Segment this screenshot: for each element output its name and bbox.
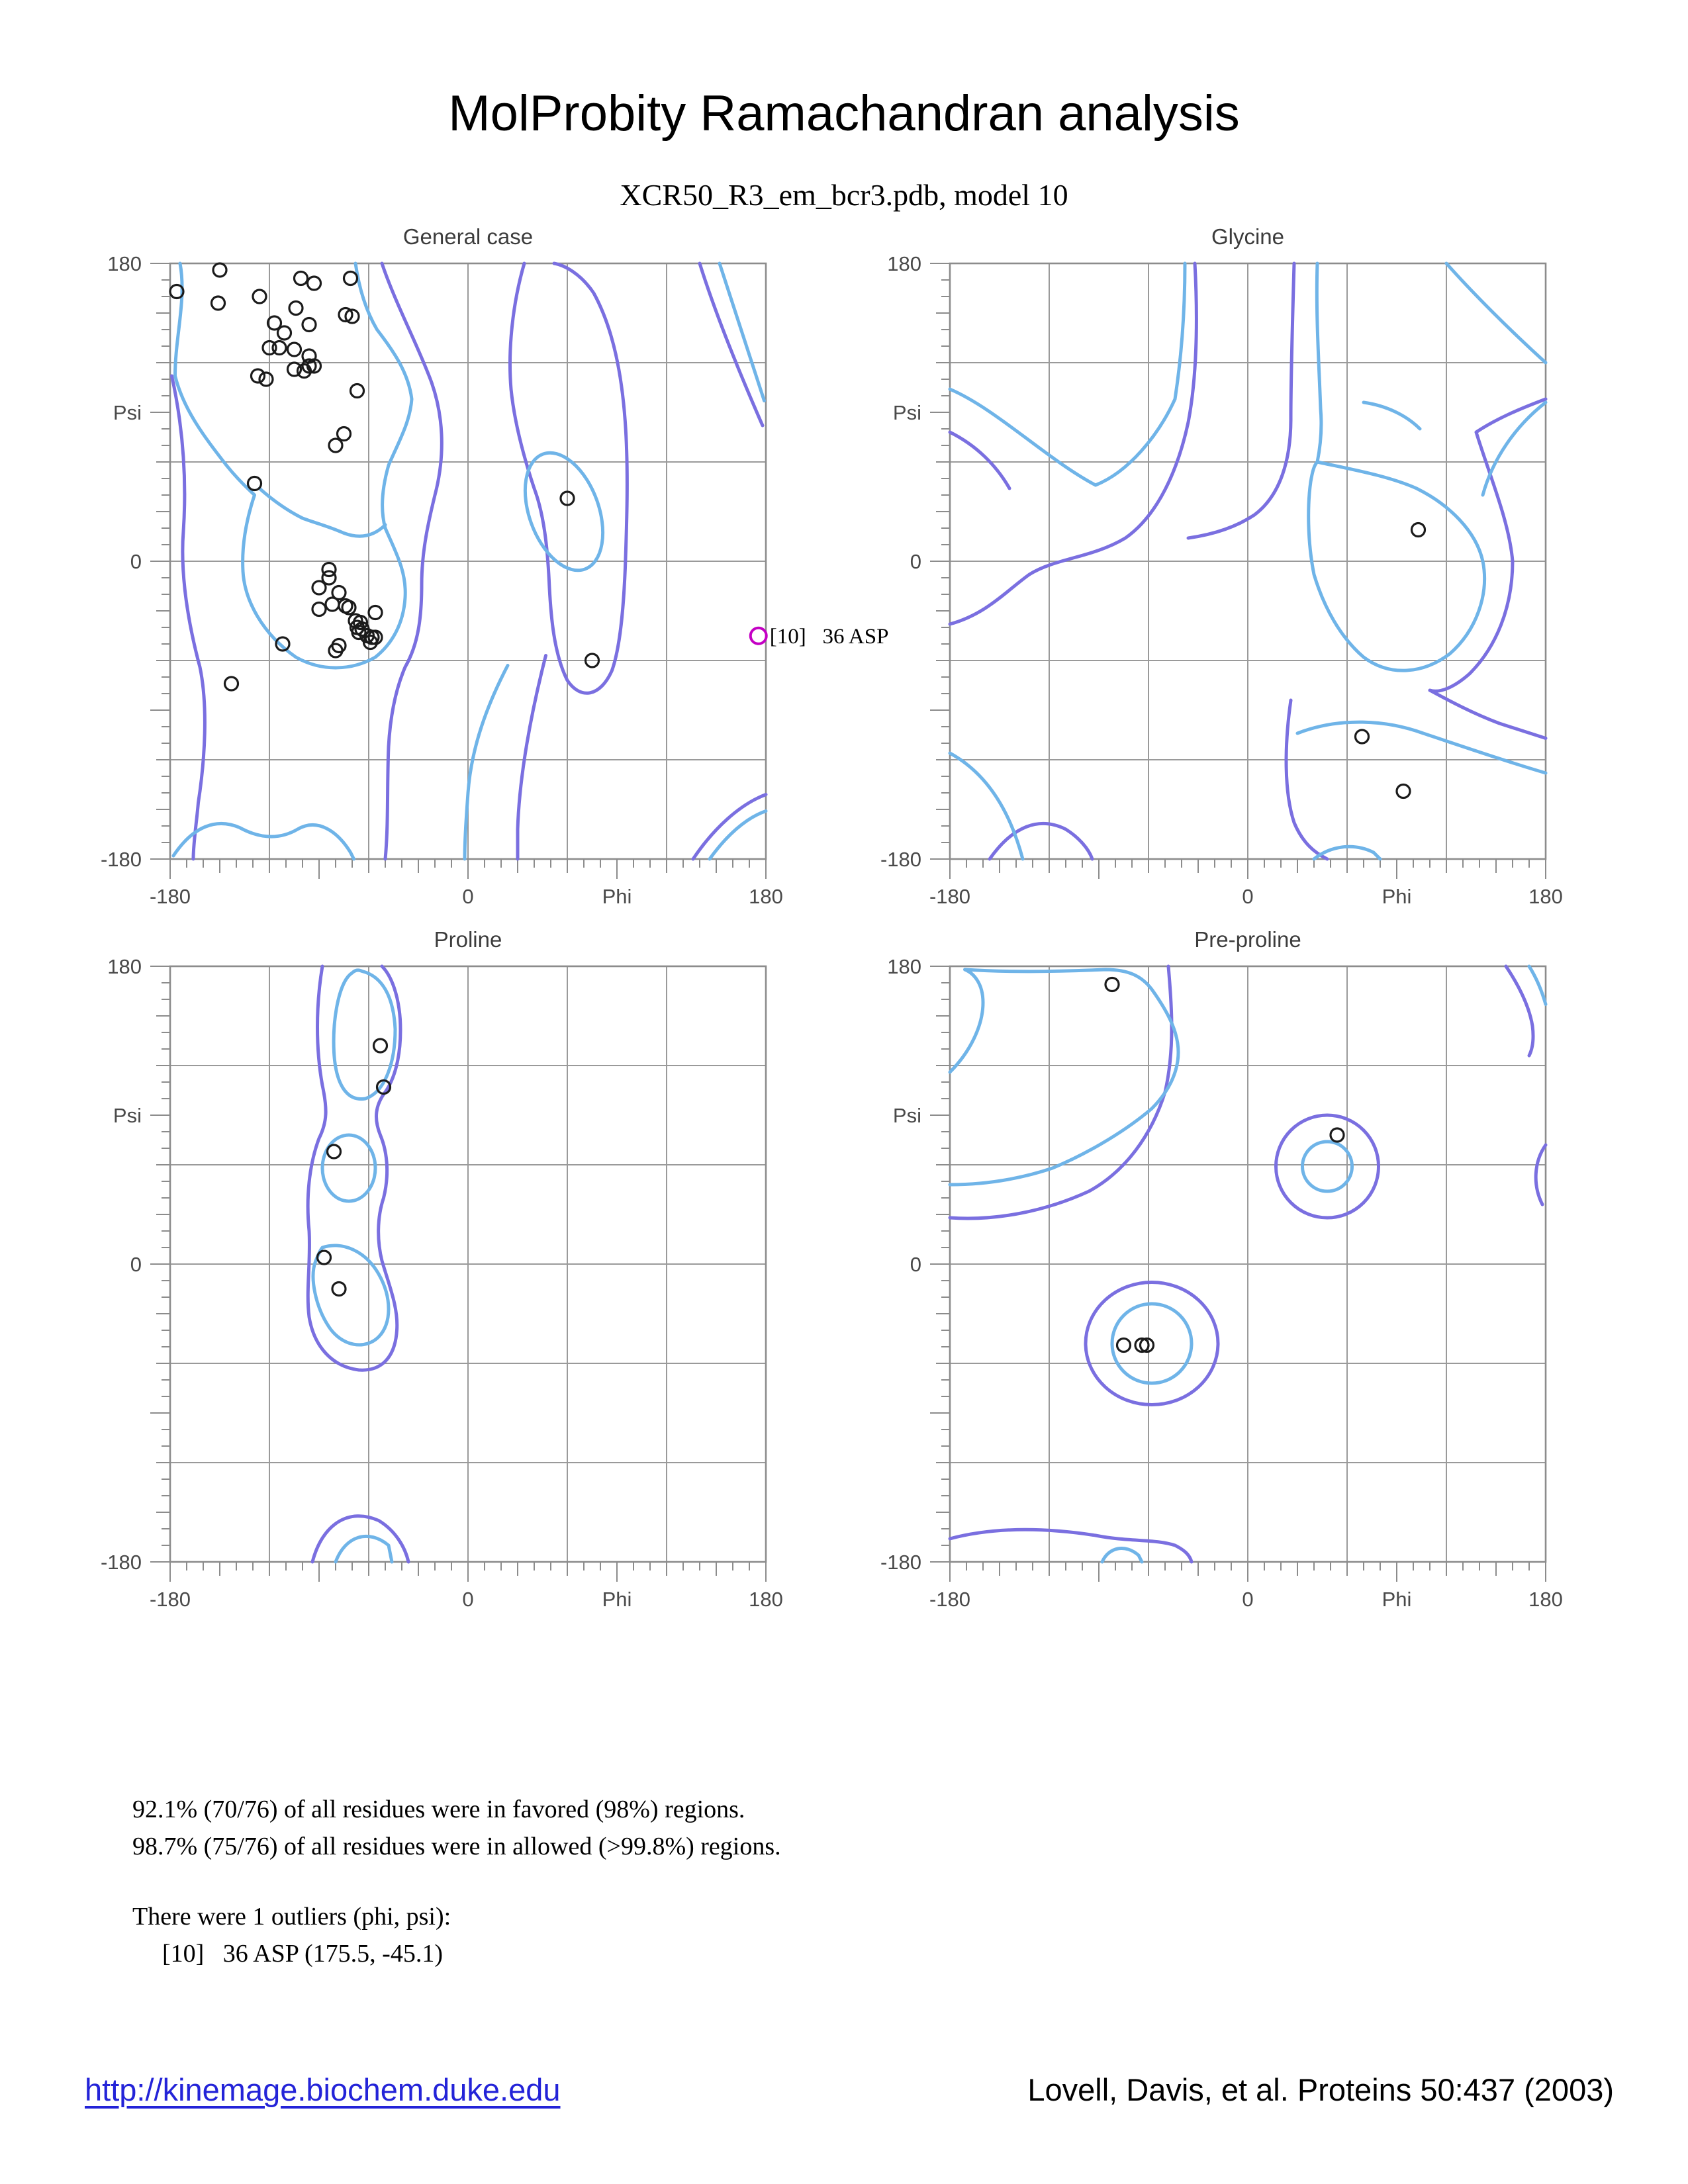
outlier-point — [751, 628, 767, 644]
residue-point — [253, 290, 266, 303]
summary-outlier-item: [10] 36 ASP (175.5, -45.1) — [162, 1940, 443, 1968]
residue-point — [1105, 978, 1119, 991]
allowed-contour — [990, 823, 1092, 859]
residue-point — [303, 318, 316, 332]
residue-point — [308, 277, 321, 290]
residue-point — [273, 341, 286, 355]
allowed-contour — [693, 795, 766, 860]
y-tick-label: -180 — [100, 1551, 142, 1574]
x-tick-label: 0 — [462, 885, 474, 908]
residue-point — [328, 1145, 341, 1158]
plot-glycine — [880, 214, 1563, 915]
y-tick-label: Psi — [892, 1104, 921, 1127]
residue-point — [326, 598, 339, 611]
favored-contour — [950, 753, 1023, 859]
residue-point — [351, 385, 364, 398]
x-tick-label: -180 — [929, 1588, 971, 1611]
page-title: MolProbity Ramachandran analysis — [448, 85, 1240, 142]
summary-favored: 92.1% (70/76) of all residues were in favored (98%) regions. — [132, 1796, 745, 1823]
allowed-contour — [1506, 966, 1533, 1056]
citation: Lovell, Davis, et al. Proteins 50:437 (2003) — [1027, 2072, 1614, 2107]
residue-point — [248, 477, 261, 490]
residue-point — [289, 302, 303, 315]
x-tick-label: Phi — [1382, 1588, 1412, 1611]
summary-block — [132, 1791, 781, 1972]
residue-point — [288, 343, 301, 356]
plot-title: General case — [402, 224, 534, 249]
y-tick-label: 0 — [910, 1253, 921, 1276]
favored-contour — [334, 970, 395, 1099]
favored-contour — [1309, 462, 1485, 670]
y-tick-label: -180 — [880, 1551, 921, 1574]
allowed-contour — [518, 656, 546, 860]
allowed-contour — [1430, 399, 1546, 739]
y-tick-label: 180 — [887, 955, 921, 978]
x-tick-label: 180 — [749, 1588, 783, 1611]
residue-point — [1356, 730, 1369, 743]
x-tick-label: 180 — [1528, 885, 1563, 908]
y-tick-label: Psi — [113, 401, 142, 424]
y-tick-label: -180 — [880, 848, 921, 871]
y-tick-label: 180 — [887, 252, 921, 275]
residue-point — [259, 373, 273, 386]
favored-contour — [1529, 966, 1546, 1005]
allowed-contour — [950, 263, 1196, 624]
residue-point — [213, 263, 226, 277]
residue-point — [312, 603, 326, 616]
x-tick-label: -180 — [149, 1588, 191, 1611]
ramachandran-plot-svg — [100, 214, 889, 915]
residue-point — [1331, 1128, 1344, 1142]
plot-proline — [100, 917, 783, 1618]
residue-point — [344, 272, 357, 285]
x-tick-label: 0 — [462, 1588, 474, 1611]
favored-contour — [336, 1536, 392, 1562]
residue-point — [252, 369, 265, 383]
allowed-contour — [700, 263, 763, 426]
x-tick-label: Phi — [1382, 885, 1412, 908]
residue-point — [295, 272, 308, 285]
favored-contour — [1112, 1304, 1192, 1383]
favored-contour — [1364, 402, 1420, 429]
x-tick-label: -180 — [929, 885, 971, 908]
residue-point — [329, 439, 342, 452]
x-tick-label: Phi — [602, 885, 632, 908]
residue-point — [278, 326, 291, 340]
plot-title: Pre-proline — [1194, 927, 1301, 952]
summary-outliers-header: There were 1 outliers (phi, psi): — [132, 1903, 451, 1931]
x-tick-label: 180 — [749, 885, 783, 908]
residue-point — [225, 677, 238, 690]
x-tick-label: 180 — [1528, 1588, 1563, 1611]
residue-point — [338, 428, 351, 441]
residue-point — [369, 606, 382, 619]
x-tick-label: 0 — [1242, 1588, 1254, 1611]
favored-contour — [1446, 263, 1546, 363]
y-tick-label: 0 — [130, 1253, 142, 1276]
favored-contour — [710, 811, 766, 860]
residue-point — [1117, 1339, 1131, 1352]
allowed-contour — [1188, 263, 1294, 538]
y-tick-label: 180 — [107, 252, 142, 275]
x-tick-label: -180 — [149, 885, 191, 908]
residue-point — [374, 1039, 387, 1052]
favored-contour — [173, 823, 354, 859]
favored-contour — [313, 1246, 389, 1345]
y-tick-label: Psi — [892, 401, 921, 424]
residue-point — [312, 581, 326, 594]
x-tick-label: 0 — [1242, 885, 1254, 908]
favored-contour — [465, 666, 508, 860]
plot-title: Glycine — [1211, 224, 1285, 249]
kinemage-link[interactable]: http://kinemage.biochem.duke.edu — [85, 2072, 561, 2107]
ramachandran-plot-svg — [880, 214, 1563, 915]
allowed-contour — [1276, 1115, 1379, 1218]
residue-point — [332, 1283, 346, 1296]
allowed-contour — [172, 376, 205, 859]
favored-contour — [1297, 722, 1546, 773]
page-subtitle: XCR50_R3_em_bcr3.pdb, model 10 — [620, 178, 1068, 212]
summary-allowed: 98.7% (75/76) of all residues were in allowed (>99.8%) regions. — [132, 1833, 781, 1860]
x-tick-label: Phi — [602, 1588, 632, 1611]
allowed-contour — [1536, 1145, 1546, 1205]
y-tick-label: 180 — [107, 955, 142, 978]
favored-contour — [950, 970, 1178, 1185]
ramachandran-plot-svg — [880, 917, 1563, 1618]
residue-point — [1412, 523, 1425, 537]
allowed-contour — [1286, 700, 1327, 859]
favored-contour — [950, 263, 1185, 485]
plot-pre-proline — [880, 917, 1563, 1618]
allowed-contour — [950, 432, 1009, 488]
favored-contour — [1102, 1548, 1142, 1562]
y-tick-label: -180 — [100, 848, 142, 871]
residue-point — [212, 296, 225, 310]
residue-point — [318, 1251, 331, 1264]
favored-contour — [175, 263, 412, 668]
residue-point — [1397, 785, 1410, 798]
favored-contour — [1303, 1142, 1352, 1191]
plot-title: Proline — [434, 927, 502, 952]
allowed-contour — [312, 1516, 408, 1562]
outlier-label: [10] 36 ASP — [769, 624, 889, 649]
favored-contour — [259, 488, 385, 536]
y-tick-label: 0 — [910, 550, 921, 573]
y-tick-label: 0 — [130, 550, 142, 573]
allowed-contour — [950, 1529, 1192, 1562]
plot-general-case — [100, 214, 889, 915]
allowed-contour — [1086, 1283, 1218, 1405]
y-tick-label: Psi — [113, 1104, 142, 1127]
ramachandran-plot-svg — [100, 917, 783, 1618]
